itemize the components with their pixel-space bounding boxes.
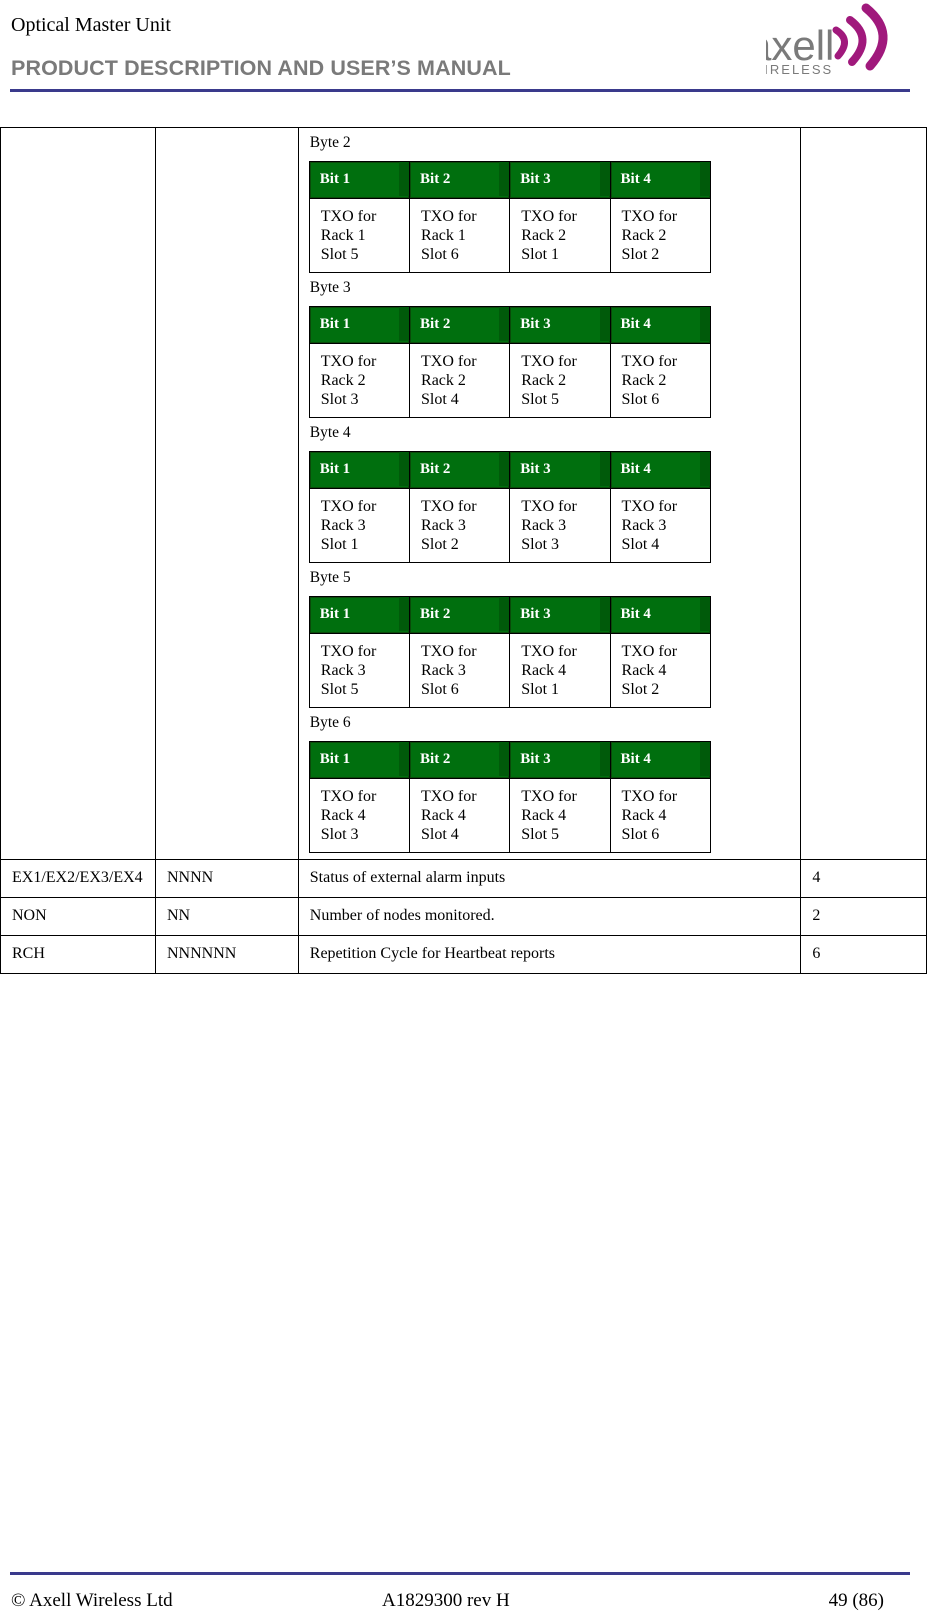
bits-body-row — [309, 199, 710, 273]
bit-description-line: Slot 6 — [621, 391, 660, 408]
bit-description-line: Slot 4 — [421, 826, 459, 843]
bit-description-line: TXO for — [421, 498, 477, 515]
bit-header — [510, 742, 610, 779]
bit-description-line: Slot 1 — [521, 681, 560, 698]
bit-description-line: Rack 3 — [421, 517, 466, 534]
bit-header-label: Bit 3 — [510, 597, 609, 631]
param-name: RCH — [1, 936, 156, 974]
bits-table — [309, 451, 711, 563]
logo-text: xell — [771, 22, 835, 69]
bit-header — [410, 452, 510, 489]
empty-cell — [1, 128, 156, 860]
bit-description-line: Rack 2 — [421, 372, 466, 389]
bit-header-label: Bit 4 — [611, 742, 710, 776]
bit-header-label: Bit 1 — [310, 597, 409, 631]
bit-header — [410, 162, 510, 199]
bit-description — [510, 779, 610, 853]
bit-description-line: Rack 4 — [521, 807, 567, 824]
byte-label: Byte 3 — [309, 279, 351, 296]
footer-rule — [10, 1572, 910, 1575]
bit-description — [610, 489, 710, 563]
bit-header — [410, 742, 510, 779]
byte-label: Byte 5 — [309, 569, 351, 586]
byte-label: Byte 6 — [309, 714, 351, 731]
bit-header-label: Bit 1 — [310, 162, 409, 196]
bits-body-row — [309, 779, 710, 853]
bit-description-line: Rack 2 — [521, 372, 567, 389]
bit-header-label: Bit 2 — [410, 162, 509, 196]
bit-description-line: Rack 3 — [320, 517, 366, 534]
bit-description-line: TXO for — [621, 788, 678, 805]
param-length: 2 — [801, 898, 927, 936]
bit-description — [309, 634, 409, 708]
bit-description-line: Rack 4 — [421, 807, 466, 824]
bit-header — [610, 162, 710, 199]
bit-description-line: TXO for — [621, 208, 678, 225]
bit-header-label: Bit 4 — [611, 162, 710, 196]
bit-description-line: TXO for — [521, 353, 577, 370]
bit-description — [410, 779, 510, 853]
bit-description — [410, 634, 510, 708]
param-description: Repetition Cycle for Heartbeat reports — [298, 936, 801, 974]
bit-description-line: Slot 5 — [521, 826, 560, 843]
byte-label: Byte 2 — [309, 134, 351, 151]
param-name: EX1/EX2/EX3/EX4 — [1, 860, 156, 898]
bit-description-line: Slot 3 — [320, 826, 359, 843]
bit-description-line: Rack 3 — [521, 517, 567, 534]
bit-description-line: Slot 5 — [320, 246, 359, 263]
bit-header-label: Bit 3 — [510, 742, 609, 776]
bit-description-line: Rack 3 — [621, 517, 667, 534]
bit-description — [610, 634, 710, 708]
doc-title: Optical Master Unit — [11, 14, 171, 36]
bits-table — [309, 306, 711, 418]
bits-table — [309, 161, 711, 273]
bit-description-line: TXO for — [421, 788, 477, 805]
bit-header-label: Bit 4 — [611, 452, 710, 486]
footer-page-number: 49 (86) — [828, 1590, 884, 1611]
bit-header — [309, 307, 409, 344]
bits-body-row — [309, 634, 710, 708]
param-format: NN — [155, 898, 298, 936]
bit-description — [309, 489, 409, 563]
bit-header-label: Bit 3 — [510, 452, 609, 486]
bit-description-line: TXO for — [320, 498, 377, 515]
bit-description-line: TXO for — [320, 353, 377, 370]
bit-header — [410, 597, 510, 634]
bits-table — [309, 741, 711, 853]
table-row — [1, 936, 927, 974]
bit-description-line: TXO for — [521, 498, 577, 515]
bit-header — [309, 597, 409, 634]
param-format: NNNNNN — [155, 936, 298, 974]
bit-description — [510, 199, 610, 273]
bit-header — [610, 452, 710, 489]
bit-description-line: Slot 1 — [521, 246, 560, 263]
bits-body-row — [309, 489, 710, 563]
bit-description-line: Rack 2 — [320, 372, 366, 389]
table-row — [1, 860, 927, 898]
param-format: NNNN — [155, 860, 298, 898]
bit-description-line: TXO for — [421, 208, 477, 225]
footer-copyright: © Axell Wireless Ltd — [11, 1590, 173, 1611]
bit-description — [510, 489, 610, 563]
bit-description-line: TXO for — [421, 643, 477, 660]
bit-header — [510, 307, 610, 344]
bit-description-line: Slot 6 — [421, 246, 459, 263]
bit-header — [410, 307, 510, 344]
bit-header — [610, 597, 710, 634]
bit-description-line: Rack 4 — [521, 662, 567, 679]
axell-wireless-logo — [766, 0, 916, 82]
bit-header-label: Bit 4 — [611, 597, 710, 631]
bit-description-line: TXO for — [521, 208, 577, 225]
bit-description — [309, 344, 409, 418]
bit-description-line: TXO for — [621, 643, 678, 660]
bit-description-line: TXO for — [621, 498, 678, 515]
bit-description-line: Rack 3 — [320, 662, 366, 679]
bit-header — [510, 452, 610, 489]
bit-header — [510, 162, 610, 199]
bit-header-label: Bit 2 — [410, 307, 509, 341]
bit-description-line: Rack 4 — [621, 662, 667, 679]
bit-header-label: Bit 2 — [410, 742, 509, 776]
byte-label: Byte 4 — [309, 424, 351, 441]
bit-description-line: Rack 1 — [320, 227, 366, 244]
bit-description-line: TXO for — [320, 788, 377, 805]
bit-description-line: Slot 6 — [621, 826, 660, 843]
bits-header-row — [309, 162, 710, 199]
bit-description-line: Slot 3 — [521, 536, 560, 553]
bit-header-label: Bit 2 — [410, 452, 509, 486]
bit-description-line: Slot 2 — [621, 246, 660, 263]
bits-header-row — [309, 452, 710, 489]
bit-description-line: Rack 2 — [621, 227, 667, 244]
bit-description-line: Rack 3 — [421, 662, 466, 679]
bit-description-line: Rack 4 — [621, 807, 667, 824]
param-description: Number of nodes monitored. — [298, 898, 801, 936]
bit-description-line: Slot 5 — [521, 391, 560, 408]
empty-cell — [155, 128, 298, 860]
bit-description-line: Slot 6 — [421, 681, 459, 698]
bit-header-label: Bit 3 — [510, 162, 609, 196]
bit-description-line: Slot 2 — [621, 681, 660, 698]
table-row — [1, 898, 927, 936]
bit-header — [610, 307, 710, 344]
bit-description-line: TXO for — [521, 643, 577, 660]
doc-subtitle: PRODUCT DESCRIPTION AND USER’S MANUAL — [11, 56, 511, 80]
param-length: 6 — [801, 936, 927, 974]
bits-header-row — [309, 742, 710, 779]
bytes-cell — [298, 128, 801, 860]
bit-header — [510, 597, 610, 634]
parameter-table — [0, 127, 927, 974]
bit-description — [309, 199, 409, 273]
bit-description-line: Rack 1 — [421, 227, 466, 244]
param-description: Status of external alarm inputs — [298, 860, 801, 898]
bit-header-label: Bit 4 — [611, 307, 710, 341]
bits-header-row — [309, 597, 710, 634]
header-rule — [10, 89, 910, 92]
bit-description-line: Slot 4 — [621, 536, 660, 553]
logo-subtext: IRELESS — [766, 62, 834, 77]
bit-description-line: Slot 2 — [421, 536, 459, 553]
footer-doc-id: A1829300 rev H — [382, 1590, 510, 1611]
bit-header-label: Bit 2 — [410, 597, 509, 631]
empty-cell — [801, 128, 927, 860]
bit-description-line: Rack 4 — [320, 807, 366, 824]
bit-header — [309, 742, 409, 779]
bit-header — [309, 162, 409, 199]
bit-description — [610, 344, 710, 418]
bit-header — [309, 452, 409, 489]
bit-description-line: Rack 2 — [521, 227, 567, 244]
bit-header-label: Bit 1 — [310, 742, 409, 776]
bit-description — [610, 779, 710, 853]
bit-description — [410, 344, 510, 418]
bit-description-line: Slot 5 — [320, 681, 359, 698]
bit-description-line: TXO for — [621, 353, 678, 370]
bit-description-line: Slot 1 — [320, 536, 359, 553]
param-name: NON — [1, 898, 156, 936]
table-row-bytes — [1, 128, 927, 860]
bits-body-row — [309, 344, 710, 418]
bit-header-label: Bit 3 — [510, 307, 609, 341]
bit-description — [410, 489, 510, 563]
bit-description — [510, 344, 610, 418]
bit-description — [510, 634, 610, 708]
bits-header-row — [309, 307, 710, 344]
bit-description-line: Rack 2 — [621, 372, 667, 389]
bit-description-line: TXO for — [421, 353, 477, 370]
bit-description-line: TXO for — [521, 788, 577, 805]
bit-description — [410, 199, 510, 273]
bit-header-label: Bit 1 — [310, 307, 409, 341]
bit-description — [309, 779, 409, 853]
bit-header-label: Bit 1 — [310, 452, 409, 486]
bit-header — [610, 742, 710, 779]
bit-description-line: Slot 3 — [320, 391, 359, 408]
bit-description-line: Slot 4 — [421, 391, 459, 408]
param-length: 4 — [801, 860, 927, 898]
bit-description-line: TXO for — [320, 643, 377, 660]
bits-table — [309, 596, 711, 708]
bit-description — [610, 199, 710, 273]
bit-description-line: TXO for — [320, 208, 377, 225]
